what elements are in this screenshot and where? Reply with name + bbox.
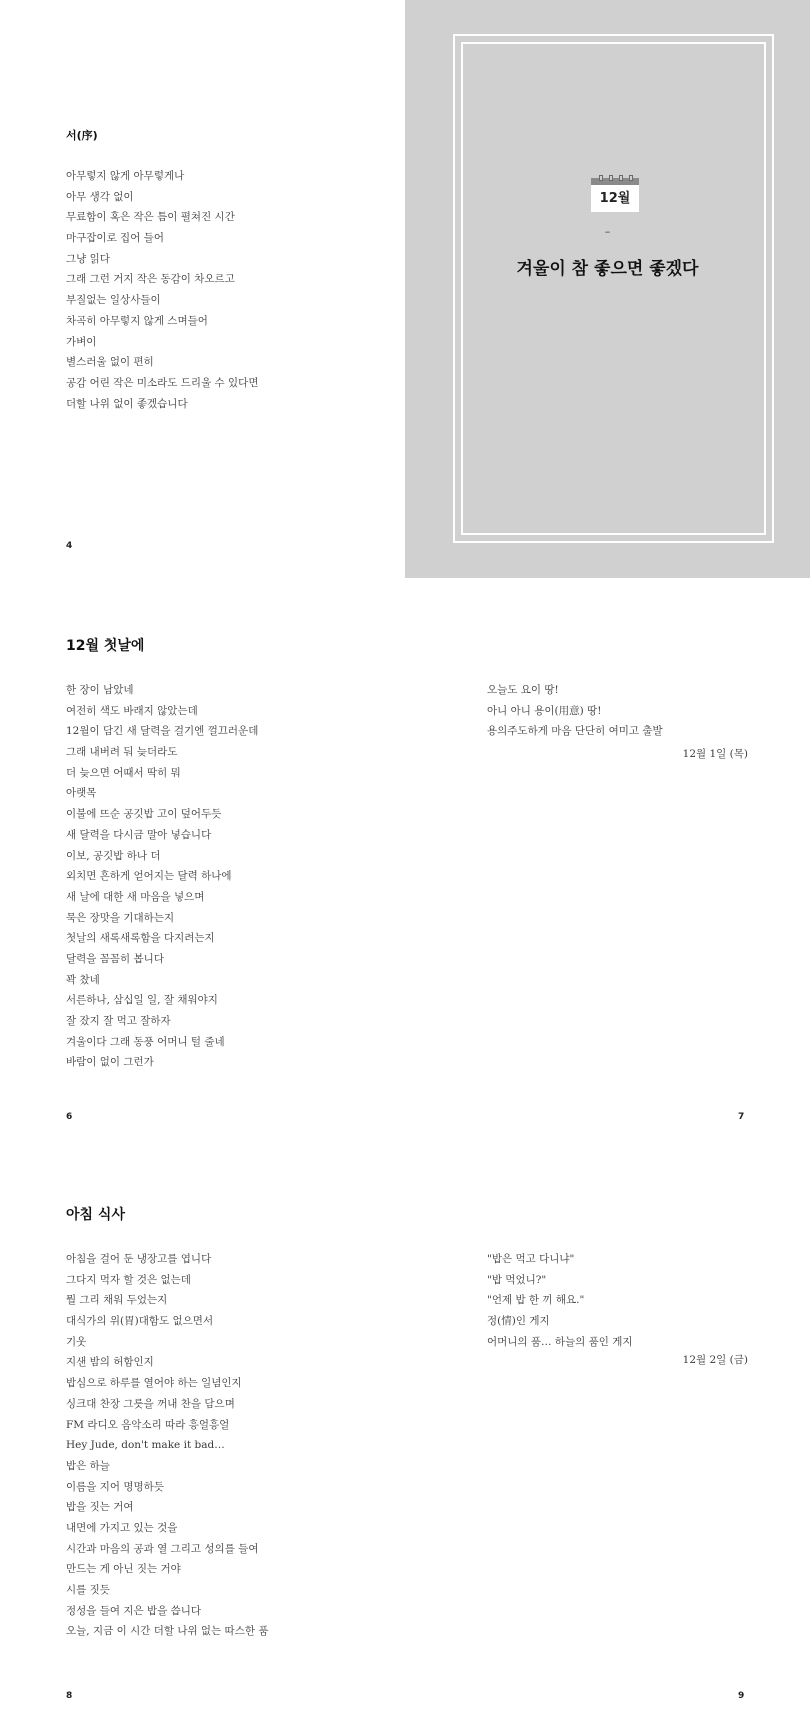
poem-line: 정성을 들여 지은 밥을 씁니다: [66, 1604, 202, 1617]
poem-line: "밥은 먹고 다니냐": [487, 1253, 575, 1265]
poem-line: 정(情)인 게지: [487, 1315, 550, 1328]
spread-3: [0, 1148, 810, 1728]
poem-line: 내면에 가지고 있는 것을: [66, 1521, 178, 1534]
poem-line: 만드는 게 아닌 짓는 거야: [66, 1563, 181, 1576]
poem-line: 어머니의 품… 하늘의 품인 게지: [487, 1335, 633, 1348]
poem-line: 아니 아니 용이(用意) 땅!: [487, 704, 602, 717]
poem-line: 새 달력을 다시금 말아 넣습니다: [66, 828, 212, 841]
poem-line: 가벼이: [66, 335, 97, 348]
page-title: 서(序): [66, 129, 98, 142]
preface-page: [0, 0, 405, 578]
poem-title: 12월 첫날에: [66, 638, 145, 654]
poem-line: 밥심으로 하루를 열어야 하는 일념인지: [66, 1377, 242, 1390]
poem-line: 겨울이다 그래 동풍 어머니 털 줄네: [66, 1035, 225, 1048]
poem-page-left: [0, 1148, 405, 1728]
calendar-label: 12월: [591, 185, 639, 212]
poem-line: 그다지 먹자 할 것은 없는데: [66, 1273, 191, 1286]
page-number: 9: [738, 1691, 745, 1701]
poem-lines: [487, 680, 663, 742]
poem-line: "밥 먹었니?": [487, 1273, 547, 1286]
poem-line: 대식가의 위(胃)대함도 없으면서: [66, 1315, 214, 1328]
poem-line: 용의주도하게 마음 단단히 여미고 출발: [487, 725, 663, 738]
poem-line: 바람이 없이 그런가: [66, 1056, 154, 1069]
poem-line: 아침을 걸어 둔 냉장고를 엽니다: [66, 1253, 212, 1265]
poem-line: 지샌 밤의 허함인지: [66, 1356, 154, 1369]
poem-line: 공감 어린 작은 미소라도 드리울 수 있다면: [66, 376, 259, 389]
poem-line: 이름을 지어 명명하듯: [66, 1480, 164, 1493]
poem-line: 아무 생각 없이: [66, 190, 134, 203]
spread-1: [0, 0, 810, 578]
poem-date: 12월 1일 (목): [682, 748, 748, 760]
poem-page-right: [405, 578, 810, 1148]
page-number: 7: [738, 1112, 745, 1122]
poem-lines: [66, 166, 258, 414]
poem-line: 오늘도 요이 땅!: [487, 684, 559, 696]
poem-line: 밥은 하늘: [66, 1459, 110, 1472]
poem-line: 마구잡이로 집어 들어: [66, 232, 164, 245]
spread-2: [0, 578, 810, 1148]
poem-line: 오늘, 지금 이 시간 더할 나위 없는 따스한 품: [66, 1625, 269, 1638]
poem-line: 별스러울 없이 편히: [66, 356, 154, 369]
poem-line: 아랫목: [66, 787, 97, 800]
poem-lines: [66, 680, 258, 1073]
poem-line: FM 라디오 음악소리 따라 흥얼흥얼: [66, 1418, 230, 1431]
poem-line: 잘 잤지 잘 먹고 잘하자: [66, 1015, 171, 1027]
poem-line: 아무렇지 않게 아무렇게나: [66, 170, 185, 182]
page-number: 4: [66, 541, 73, 551]
chapter-dash: –: [604, 225, 611, 238]
poem-line: 차곡히 아무렇지 않게 스며들어: [66, 314, 208, 327]
poem-line: 부질없는 일상사들이: [66, 294, 161, 307]
poem-lines: [66, 1249, 268, 1642]
poem-line: 기웃: [66, 1335, 87, 1348]
poem-line: 뭘 그리 채워 두었는지: [66, 1294, 168, 1307]
poem-line: 무료함이 혹은 작은 틈이 펼쳐진 시간: [66, 211, 235, 224]
poem-line: 12월이 담긴 새 달력을 걸기엔 껄끄러운데: [66, 725, 259, 738]
page-number: 6: [66, 1112, 73, 1122]
poem-line: 첫날의 새록새록함을 다지려는지: [66, 932, 215, 945]
poem-line: 그냥 읽다: [66, 252, 110, 265]
poem-line: 시간과 마음의 공과 열 그리고 성의를 들여: [66, 1542, 259, 1555]
poem-line: 묵은 장맛을 기대하는지: [66, 911, 175, 924]
poem-line: 더 늦으면 어때서 딱히 뭐: [66, 766, 181, 779]
calendar-icon: [591, 178, 639, 212]
poem-line: 외치면 흔하게 얻어지는 달력 하나에: [66, 870, 232, 883]
poem-lines: [487, 1249, 633, 1352]
poem-line: 꽉 찼네: [66, 973, 100, 986]
poem-line: 더할 나위 없이 좋겠습니다: [66, 397, 188, 410]
poem-line: 이불에 뜨순 공깃밥 고이 덮어두듯: [66, 808, 222, 821]
poem-line: 서른하나, 삼십일 일, 잘 채워야지: [66, 994, 218, 1007]
poem-date: 12월 2일 (금): [682, 1354, 748, 1366]
poem-page-right: [405, 1148, 810, 1728]
poem-line: "언제 밥 한 끼 해요.": [487, 1294, 585, 1307]
page-number: 8: [66, 1691, 73, 1701]
frame-border-inner: [461, 42, 766, 535]
chapter-title: 겨울이 참 좋으면 좋겠다: [516, 259, 699, 279]
poem-line: 그래 그런 거지 작은 동감이 차오르고: [66, 273, 235, 286]
poem-line: Hey Jude, don't make it bad…: [66, 1439, 225, 1452]
poem-line: 시를 짓듯: [66, 1584, 110, 1596]
poem-line: 한 장이 남았네: [66, 684, 134, 696]
poem-line: 새 날에 대한 새 마음을 넣으며: [66, 890, 205, 903]
poem-page-left: [0, 578, 405, 1148]
poem-line: 달력을 꼼꼼히 봅니다: [66, 952, 164, 965]
poem-line: 여전히 색도 바래지 않았는데: [66, 704, 198, 717]
poem-line: 이보, 공깃밥 하나 더: [66, 849, 161, 862]
poem-line: 싱크대 찬장 그릇을 꺼내 찬을 담으며: [66, 1397, 235, 1410]
poem-line: 그래 내버려 둬 늦더라도: [66, 746, 178, 759]
poem-line: 밥을 짓는 거여: [66, 1501, 134, 1514]
chapter-page: [405, 0, 810, 578]
poem-title: 아침 식사: [66, 1207, 125, 1223]
